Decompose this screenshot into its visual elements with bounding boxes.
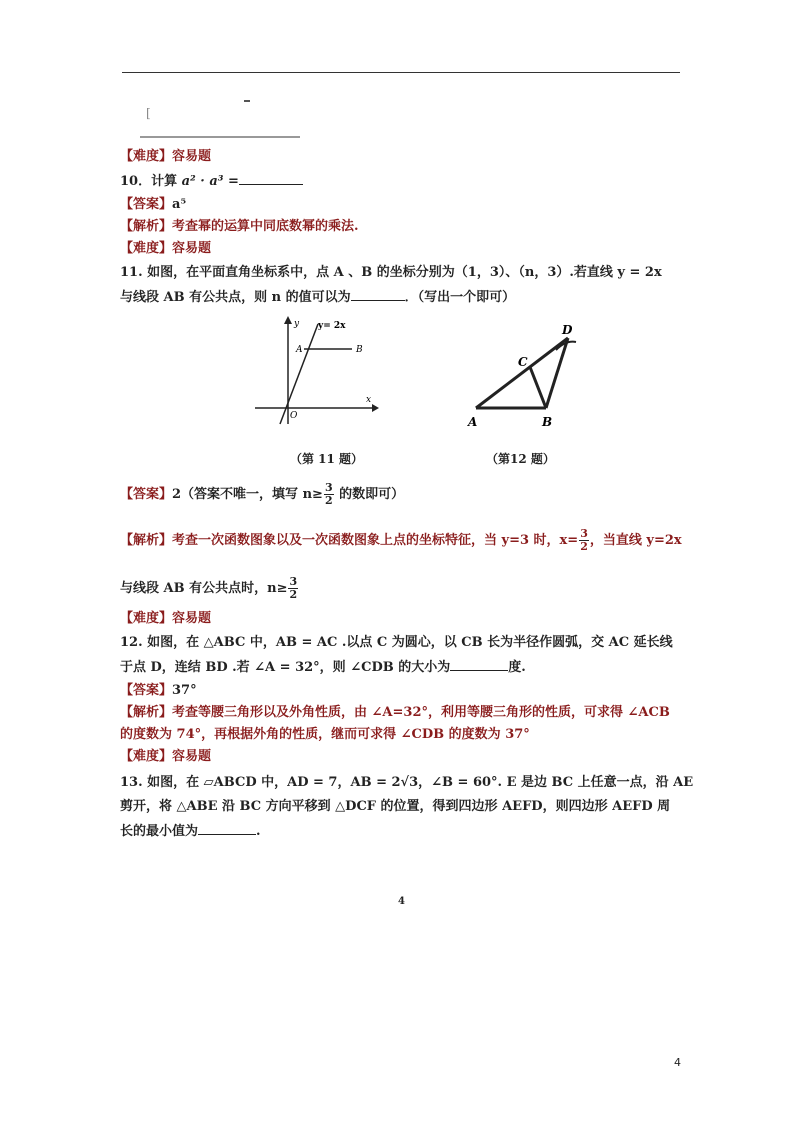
figure-11-caption: （第 11 题）: [290, 452, 364, 466]
inner-page-number: 4: [398, 896, 405, 907]
label-a: A: [468, 415, 478, 429]
scan-smudge: [244, 100, 250, 102]
question-12-line1: 12. 如图，在 △ABC 中，AB = AC .以点 C 为圆心，以 CB 长为半径作圆弧，交 AC 延长线: [120, 635, 673, 650]
label-x: x: [366, 395, 372, 405]
answer-11: 【答案】2（答案不唯一，填写 n≥ $\frac{3}{2}$ 的数即可）: [120, 481, 405, 507]
difficulty-11: 【难度】容易题: [120, 611, 212, 626]
question-13-line1: 13. 如图，在 ▱ABCD 中，AD = 7，AB = 2√3，∠B = 60°. E 是边 BC 上任意一点，沿 AE: [120, 775, 694, 790]
label-line: y= 2x: [318, 321, 346, 331]
scan-smudge: [140, 136, 300, 138]
label-c: C: [518, 355, 528, 369]
answer-10: 【答案】a⁵: [120, 197, 187, 212]
page-number: 4: [674, 1056, 681, 1069]
analysis-12-line2: 的度数为 74°，再根据外角的性质，继而可求得 ∠CDB 的度数为 37°: [120, 727, 530, 742]
question-12-line2: 于点 D，连结 BD .若 ∠A = 32°，则 ∠CDB 的大小为 度.: [120, 660, 526, 675]
segment-bc: [530, 367, 546, 408]
segment-ad: [476, 338, 568, 408]
difficulty-line: 【难度】容易题: [120, 149, 212, 164]
figure-12-triangle: [462, 320, 592, 440]
label-b: B: [542, 415, 553, 429]
question-13-line3: 长的最小值为 .: [120, 824, 261, 839]
label-y: y: [294, 319, 300, 329]
analysis-12-line1: 【解析】考查等腰三角形以及外角性质，由 ∠A=32°，利用等腰三角形的性质，可求得 ∠ACB: [120, 705, 670, 720]
header-rule: [122, 72, 680, 73]
question-11-line2: 与线段 AB 有公共点，则 n 的值可以为 ．（写出一个即可）: [120, 290, 516, 305]
label-d: D: [562, 323, 573, 337]
x-axis-arrow: [372, 404, 379, 412]
question-10: 10．计算 a² · a³ =: [120, 172, 303, 191]
figure-11-coordinate-plane: [250, 312, 380, 432]
header-mark: [: [146, 106, 151, 120]
figure-12-caption: （第12 题）: [486, 452, 555, 466]
label-b: B: [356, 345, 363, 355]
question-11-line1: 11. 如图，在平面直角坐标系中，点 A 、B 的坐标分别为（1，3）、（n，3）.若直线 y = 2x: [120, 265, 662, 280]
label-o: O: [290, 411, 298, 421]
answer-12: 【答案】37°: [120, 683, 197, 698]
difficulty-10: 【难度】容易题: [120, 241, 212, 256]
line-y-2x: [280, 324, 318, 424]
analysis-11-line2: 与线段 AB 有公共点时，n≥ $\frac{3}{2}$: [120, 575, 298, 601]
difficulty-12: 【难度】容易题: [120, 749, 212, 764]
analysis-11-line1: 【解析】考查一次函数图象以及一次函数图象上点的坐标特征，当 y=3 时，x= $\frac{3}{2}$ ，当直线 y=2x: [120, 527, 682, 553]
label-a: A: [296, 345, 303, 355]
y-axis-arrow: [284, 316, 292, 324]
analysis-10: 【解析】考查幂的运算中同底数幂的乘法.: [120, 219, 359, 234]
question-13-line2: 剪开，将 △ABE 沿 BC 方向平移到 △DCF 的位置，得到四边形 AEFD，则四边形 AEFD 周: [120, 799, 671, 814]
